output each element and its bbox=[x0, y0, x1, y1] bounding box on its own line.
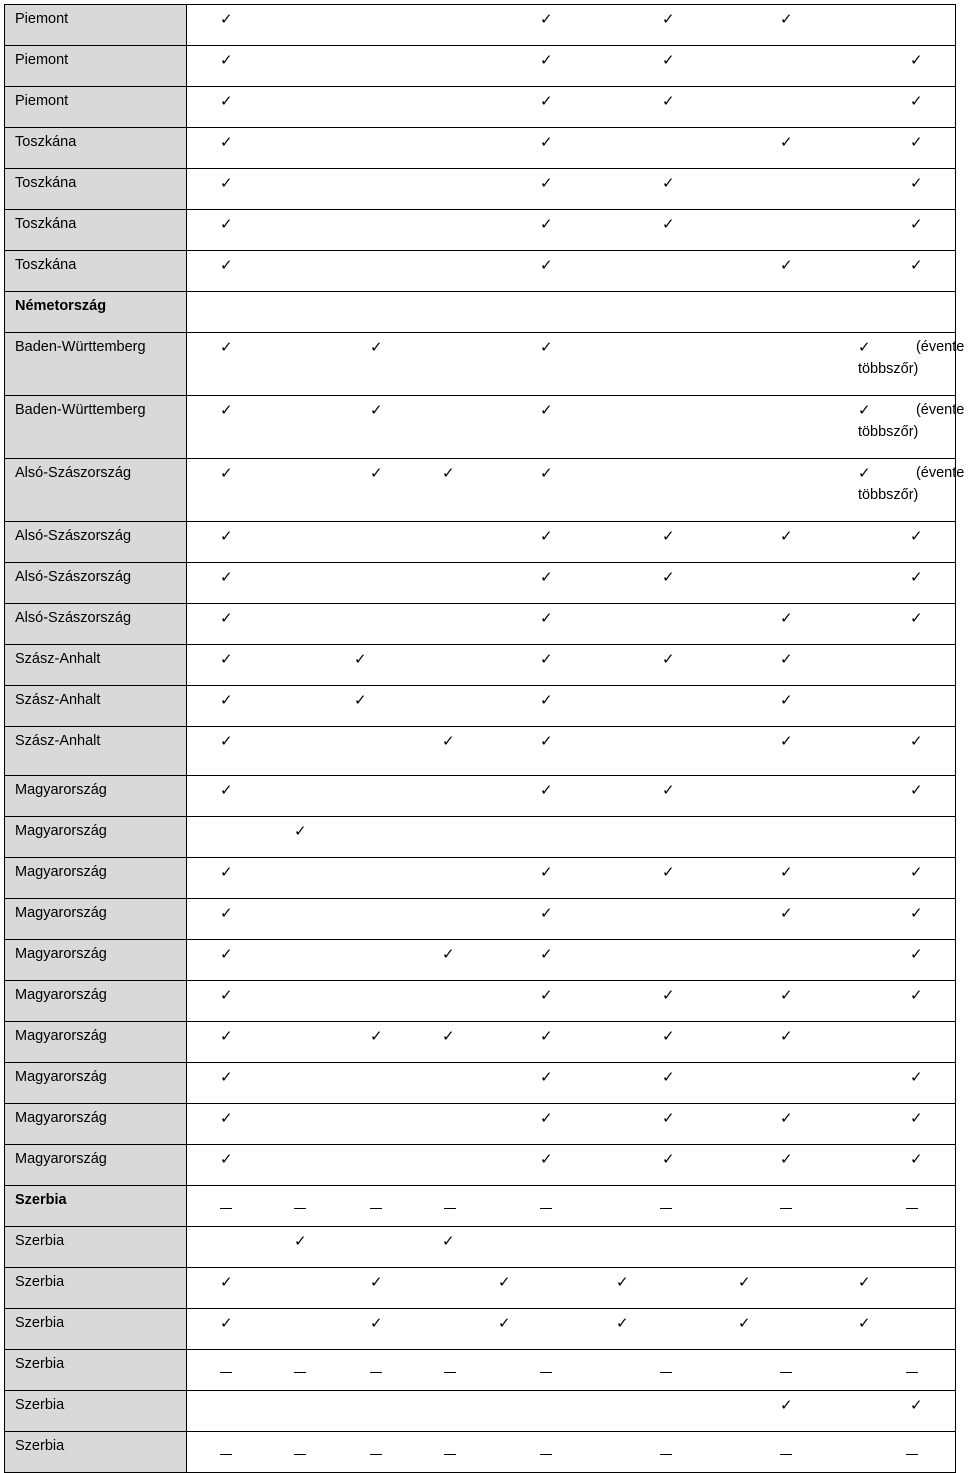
row-values bbox=[186, 522, 955, 563]
check-icon: ✓ bbox=[779, 732, 793, 750]
check-icon: ✓ bbox=[779, 10, 793, 28]
table-row bbox=[5, 1145, 956, 1186]
check-icon: ✓ bbox=[909, 256, 923, 274]
check-icon: ✓ bbox=[219, 338, 233, 356]
check-icon: ✓ bbox=[909, 904, 923, 922]
check-icon: ✓ bbox=[369, 338, 383, 356]
check-icon: ✓ bbox=[779, 863, 793, 881]
row-values bbox=[186, 1022, 955, 1063]
table-row bbox=[5, 1227, 956, 1268]
row-values bbox=[186, 817, 955, 858]
check-icon: ✓ bbox=[909, 174, 923, 192]
table-row bbox=[5, 1309, 956, 1350]
table-row bbox=[5, 1391, 956, 1432]
table-row bbox=[5, 858, 956, 899]
row-label: Toszkána bbox=[5, 169, 187, 210]
dash-mark bbox=[294, 1454, 306, 1455]
table-row bbox=[5, 563, 956, 604]
check-icon: ✓ bbox=[219, 464, 233, 482]
table-row bbox=[5, 817, 956, 858]
check-icon: ✓ bbox=[909, 527, 923, 545]
check-icon: ✓ bbox=[219, 568, 233, 586]
dash-mark bbox=[660, 1208, 672, 1209]
table-row bbox=[5, 522, 956, 563]
row-label: Alsó-Szászország bbox=[5, 604, 187, 645]
check-icon: ✓ bbox=[539, 1109, 553, 1127]
row-label: Alsó-Szászország bbox=[5, 522, 187, 563]
table-row bbox=[5, 169, 956, 210]
check-icon: ✓ bbox=[219, 904, 233, 922]
row-values bbox=[186, 46, 955, 87]
table-row bbox=[5, 1022, 956, 1063]
row-values bbox=[186, 1350, 955, 1391]
check-icon: ✓ bbox=[219, 781, 233, 799]
check-icon: ✓ bbox=[661, 1150, 675, 1168]
check-icon: ✓ bbox=[219, 1150, 233, 1168]
row-label: Szász-Anhalt bbox=[5, 727, 187, 776]
check-icon: ✓ bbox=[219, 986, 233, 1004]
check-icon: ✓ bbox=[539, 51, 553, 69]
frequency-note: (évente többszőr) bbox=[857, 339, 965, 377]
table-row bbox=[5, 87, 956, 128]
check-icon: ✓ bbox=[661, 781, 675, 799]
check-icon: ✓ bbox=[909, 986, 923, 1004]
row-label: Piemont bbox=[5, 87, 187, 128]
check-icon: ✓ bbox=[219, 863, 233, 881]
check-icon: ✓ bbox=[539, 338, 553, 356]
check-icon: ✓ bbox=[539, 133, 553, 151]
data-table bbox=[4, 4, 965, 1473]
check-icon: ✓ bbox=[219, 650, 233, 668]
dash-mark bbox=[540, 1454, 552, 1455]
row-label: Alsó-Szászország bbox=[5, 459, 187, 522]
row-values bbox=[186, 686, 955, 727]
row-values bbox=[186, 727, 955, 776]
row-values bbox=[186, 563, 955, 604]
row-values bbox=[186, 1309, 955, 1350]
check-icon: ✓ bbox=[219, 1314, 233, 1332]
row-values bbox=[186, 333, 965, 396]
check-icon: ✓ bbox=[539, 215, 553, 233]
check-icon: ✓ bbox=[909, 1396, 923, 1414]
dash-mark bbox=[370, 1372, 382, 1373]
row-label: Magyarország bbox=[5, 1063, 187, 1104]
row-label: Magyarország bbox=[5, 776, 187, 817]
check-icon: ✓ bbox=[661, 863, 675, 881]
check-icon: ✓ bbox=[219, 609, 233, 627]
check-icon: ✓ bbox=[219, 256, 233, 274]
check-icon: ✓ bbox=[615, 1273, 629, 1291]
check-icon: ✓ bbox=[369, 1314, 383, 1332]
row-label: Németország bbox=[5, 292, 187, 333]
check-icon: ✓ bbox=[909, 1150, 923, 1168]
dash-mark bbox=[444, 1372, 456, 1373]
row-values bbox=[186, 1227, 955, 1268]
row-label: Szerbia bbox=[5, 1186, 187, 1227]
check-icon: ✓ bbox=[779, 1027, 793, 1045]
table-row bbox=[5, 899, 956, 940]
table-row bbox=[5, 333, 956, 396]
check-icon: ✓ bbox=[353, 691, 367, 709]
check-icon: ✓ bbox=[539, 1068, 553, 1086]
row-label: Toszkána bbox=[5, 210, 187, 251]
row-values bbox=[186, 776, 955, 817]
check-icon: ✓ bbox=[661, 10, 675, 28]
check-icon: ✓ bbox=[857, 401, 871, 419]
check-icon: ✓ bbox=[539, 986, 553, 1004]
frequency-note: (évente többszőr) bbox=[857, 402, 965, 440]
row-label: Szerbia bbox=[5, 1268, 187, 1309]
check-icon: ✓ bbox=[539, 781, 553, 799]
check-icon: ✓ bbox=[369, 1027, 383, 1045]
check-icon: ✓ bbox=[909, 215, 923, 233]
check-icon: ✓ bbox=[539, 10, 553, 28]
check-icon: ✓ bbox=[661, 1027, 675, 1045]
dash-mark bbox=[444, 1208, 456, 1209]
row-values bbox=[186, 292, 955, 333]
check-icon: ✓ bbox=[909, 1109, 923, 1127]
check-icon: ✓ bbox=[779, 1396, 793, 1414]
check-icon: ✓ bbox=[219, 92, 233, 110]
check-icon: ✓ bbox=[219, 1068, 233, 1086]
check-icon: ✓ bbox=[441, 732, 455, 750]
row-label: Toszkána bbox=[5, 128, 187, 169]
check-icon: ✓ bbox=[737, 1314, 751, 1332]
check-icon: ✓ bbox=[219, 732, 233, 750]
row-values bbox=[186, 1063, 955, 1104]
dash-mark bbox=[370, 1454, 382, 1455]
row-values bbox=[186, 1145, 955, 1186]
row-label: Magyarország bbox=[5, 1104, 187, 1145]
check-icon: ✓ bbox=[369, 464, 383, 482]
check-icon: ✓ bbox=[779, 986, 793, 1004]
check-icon: ✓ bbox=[909, 51, 923, 69]
dash-mark bbox=[540, 1208, 552, 1209]
check-icon: ✓ bbox=[539, 401, 553, 419]
table-row bbox=[5, 5, 956, 46]
check-icon: ✓ bbox=[779, 133, 793, 151]
check-icon: ✓ bbox=[615, 1314, 629, 1332]
check-icon: ✓ bbox=[539, 174, 553, 192]
dash-mark bbox=[780, 1454, 792, 1455]
check-icon: ✓ bbox=[661, 215, 675, 233]
row-label: Szerbia bbox=[5, 1432, 187, 1473]
table-row bbox=[5, 210, 956, 251]
check-icon: ✓ bbox=[909, 133, 923, 151]
check-icon: ✓ bbox=[219, 215, 233, 233]
table-row bbox=[5, 1350, 956, 1391]
check-icon: ✓ bbox=[441, 945, 455, 963]
check-icon: ✓ bbox=[857, 338, 871, 356]
row-label: Szerbia bbox=[5, 1309, 187, 1350]
table-row bbox=[5, 981, 956, 1022]
check-icon: ✓ bbox=[539, 732, 553, 750]
dash-mark bbox=[906, 1372, 918, 1373]
row-label: Magyarország bbox=[5, 817, 187, 858]
row-label: Szász-Anhalt bbox=[5, 686, 187, 727]
check-icon: ✓ bbox=[353, 650, 367, 668]
check-icon: ✓ bbox=[219, 945, 233, 963]
row-label: Magyarország bbox=[5, 1022, 187, 1063]
row-values bbox=[186, 1186, 955, 1227]
check-icon: ✓ bbox=[661, 92, 675, 110]
check-icon: ✓ bbox=[857, 1314, 871, 1332]
dash-mark bbox=[906, 1208, 918, 1209]
table-row bbox=[5, 940, 956, 981]
check-icon: ✓ bbox=[737, 1273, 751, 1291]
check-icon: ✓ bbox=[219, 691, 233, 709]
row-values bbox=[186, 128, 955, 169]
check-icon: ✓ bbox=[539, 650, 553, 668]
check-icon: ✓ bbox=[219, 51, 233, 69]
row-values bbox=[186, 981, 955, 1022]
row-values bbox=[186, 251, 955, 292]
check-icon: ✓ bbox=[779, 609, 793, 627]
table-row bbox=[5, 1063, 956, 1104]
check-icon: ✓ bbox=[779, 691, 793, 709]
check-icon: ✓ bbox=[661, 986, 675, 1004]
row-values bbox=[186, 1391, 955, 1432]
table-row bbox=[5, 1104, 956, 1145]
check-icon: ✓ bbox=[539, 92, 553, 110]
row-label: Magyarország bbox=[5, 899, 187, 940]
document-page bbox=[4, 4, 965, 1473]
row-values bbox=[186, 899, 955, 940]
dash-mark bbox=[294, 1372, 306, 1373]
row-label: Magyarország bbox=[5, 1145, 187, 1186]
table-row bbox=[5, 1186, 956, 1227]
table-row bbox=[5, 776, 956, 817]
check-icon: ✓ bbox=[661, 650, 675, 668]
row-label: Alsó-Szászország bbox=[5, 563, 187, 604]
row-label: Szerbia bbox=[5, 1227, 187, 1268]
check-icon: ✓ bbox=[441, 1027, 455, 1045]
table-row bbox=[5, 604, 956, 645]
frequency-note: (évente többszőr) bbox=[857, 465, 965, 503]
row-values bbox=[186, 858, 955, 899]
check-icon: ✓ bbox=[219, 10, 233, 28]
check-icon: ✓ bbox=[539, 568, 553, 586]
dash-mark bbox=[220, 1372, 232, 1373]
dash-mark bbox=[294, 1208, 306, 1209]
row-label: Szerbia bbox=[5, 1391, 187, 1432]
dash-mark bbox=[780, 1208, 792, 1209]
row-values bbox=[186, 940, 955, 981]
check-icon: ✓ bbox=[219, 1273, 233, 1291]
check-icon: ✓ bbox=[909, 92, 923, 110]
check-icon: ✓ bbox=[219, 1109, 233, 1127]
row-values bbox=[186, 1432, 955, 1473]
row-values bbox=[186, 169, 955, 210]
row-label: Magyarország bbox=[5, 981, 187, 1022]
table-row bbox=[5, 686, 956, 727]
table-row bbox=[5, 292, 956, 333]
row-label: Szerbia bbox=[5, 1350, 187, 1391]
row-values bbox=[186, 1104, 955, 1145]
row-label: Szász-Anhalt bbox=[5, 645, 187, 686]
table-row bbox=[5, 459, 956, 522]
check-icon: ✓ bbox=[219, 174, 233, 192]
check-icon: ✓ bbox=[779, 650, 793, 668]
check-icon: ✓ bbox=[661, 1068, 675, 1086]
dash-mark bbox=[780, 1372, 792, 1373]
check-icon: ✓ bbox=[909, 1068, 923, 1086]
dash-mark bbox=[660, 1372, 672, 1373]
check-icon: ✓ bbox=[219, 133, 233, 151]
row-values bbox=[186, 1268, 955, 1309]
table-row bbox=[5, 727, 956, 776]
check-icon: ✓ bbox=[857, 1273, 871, 1291]
check-icon: ✓ bbox=[539, 464, 553, 482]
check-icon: ✓ bbox=[497, 1314, 511, 1332]
dash-mark bbox=[540, 1372, 552, 1373]
check-icon: ✓ bbox=[441, 464, 455, 482]
check-icon: ✓ bbox=[779, 527, 793, 545]
check-icon: ✓ bbox=[293, 1232, 307, 1250]
row-label: Magyarország bbox=[5, 858, 187, 899]
check-icon: ✓ bbox=[369, 401, 383, 419]
check-icon: ✓ bbox=[661, 568, 675, 586]
check-icon: ✓ bbox=[909, 781, 923, 799]
table-row bbox=[5, 645, 956, 686]
check-icon: ✓ bbox=[779, 1109, 793, 1127]
check-icon: ✓ bbox=[661, 51, 675, 69]
dash-mark bbox=[370, 1208, 382, 1209]
check-icon: ✓ bbox=[661, 527, 675, 545]
check-icon: ✓ bbox=[909, 945, 923, 963]
check-icon: ✓ bbox=[779, 256, 793, 274]
row-label: Piemont bbox=[5, 5, 187, 46]
table-row bbox=[5, 1432, 956, 1473]
dash-mark bbox=[220, 1208, 232, 1209]
table-row bbox=[5, 1268, 956, 1309]
table-row bbox=[5, 251, 956, 292]
dash-mark bbox=[906, 1454, 918, 1455]
check-icon: ✓ bbox=[661, 1109, 675, 1127]
check-icon: ✓ bbox=[539, 527, 553, 545]
row-label: Magyarország bbox=[5, 940, 187, 981]
dash-mark bbox=[660, 1454, 672, 1455]
check-icon: ✓ bbox=[909, 568, 923, 586]
check-icon: ✓ bbox=[909, 609, 923, 627]
row-label: Piemont bbox=[5, 46, 187, 87]
check-icon: ✓ bbox=[441, 1232, 455, 1250]
check-icon: ✓ bbox=[539, 1027, 553, 1045]
check-icon: ✓ bbox=[497, 1273, 511, 1291]
dash-mark bbox=[444, 1454, 456, 1455]
row-label: Baden-​Württemberg bbox=[5, 333, 187, 396]
row-values bbox=[186, 87, 955, 128]
check-icon: ✓ bbox=[539, 863, 553, 881]
check-icon: ✓ bbox=[539, 691, 553, 709]
check-icon: ✓ bbox=[539, 256, 553, 274]
row-values bbox=[186, 5, 955, 46]
check-icon: ✓ bbox=[909, 732, 923, 750]
row-values bbox=[186, 396, 965, 459]
row-label: Toszkána bbox=[5, 251, 187, 292]
check-icon: ✓ bbox=[539, 1150, 553, 1168]
table-row bbox=[5, 128, 956, 169]
row-values bbox=[186, 645, 955, 686]
dash-mark bbox=[220, 1454, 232, 1455]
check-icon: ✓ bbox=[369, 1273, 383, 1291]
row-values bbox=[186, 459, 965, 522]
row-label: Baden-​Württemberg bbox=[5, 396, 187, 459]
check-icon: ✓ bbox=[219, 401, 233, 419]
check-icon: ✓ bbox=[219, 527, 233, 545]
check-icon: ✓ bbox=[661, 174, 675, 192]
check-icon: ✓ bbox=[857, 464, 871, 482]
check-icon: ✓ bbox=[539, 945, 553, 963]
check-icon: ✓ bbox=[219, 1027, 233, 1045]
table-row bbox=[5, 46, 956, 87]
row-values bbox=[186, 210, 955, 251]
check-icon: ✓ bbox=[779, 904, 793, 922]
check-icon: ✓ bbox=[539, 904, 553, 922]
row-values bbox=[186, 604, 955, 645]
check-icon: ✓ bbox=[779, 1150, 793, 1168]
check-icon: ✓ bbox=[539, 609, 553, 627]
check-icon: ✓ bbox=[293, 822, 307, 840]
table-row bbox=[5, 396, 956, 459]
check-icon: ✓ bbox=[909, 863, 923, 881]
